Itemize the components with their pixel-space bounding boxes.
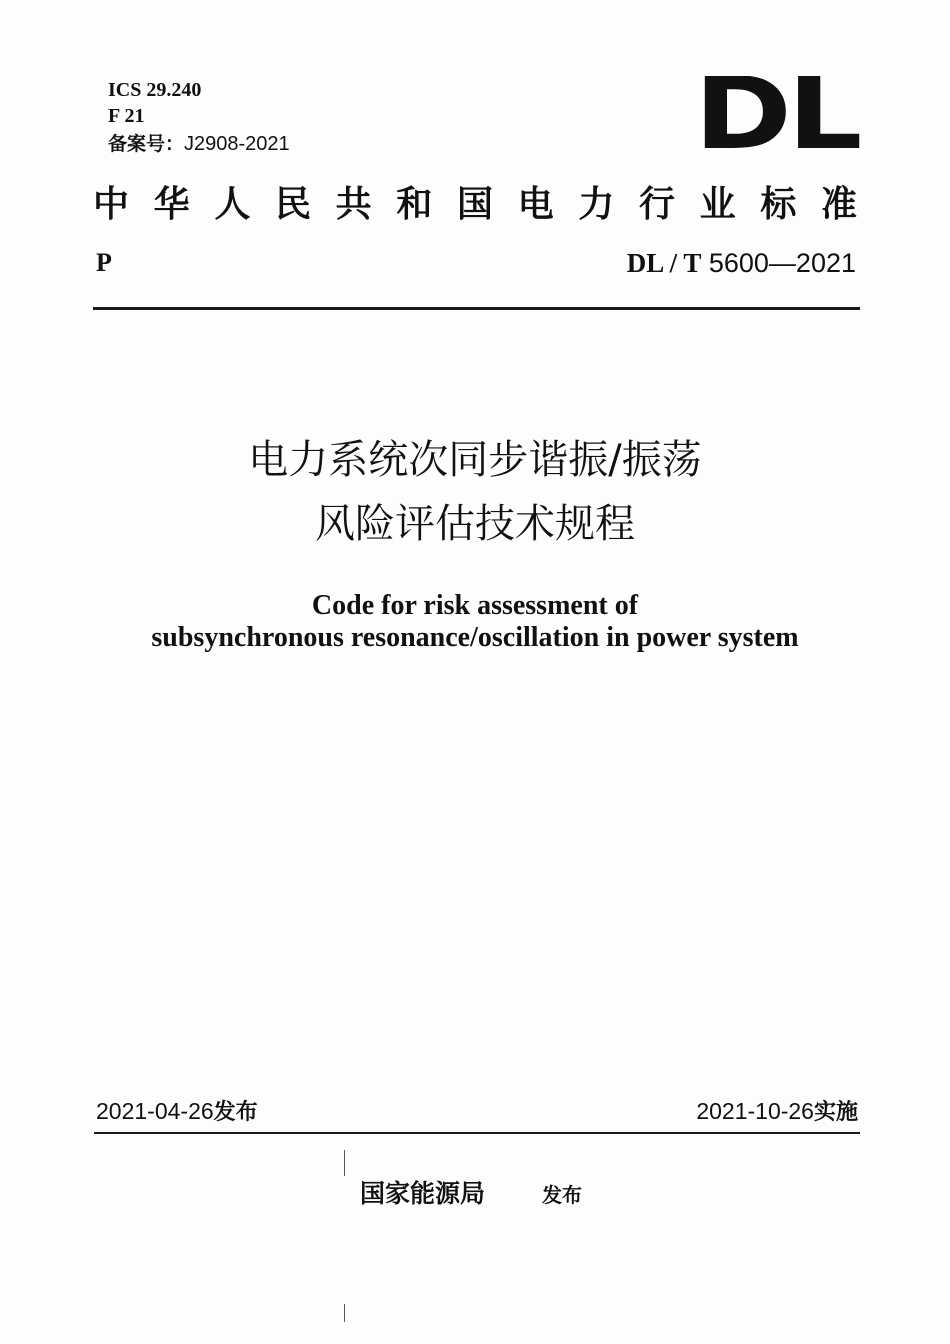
filing-label: 备案号：	[108, 133, 185, 155]
scan-mark	[344, 1150, 345, 1176]
ics-code-text: ICS 29.240	[108, 79, 202, 101]
en-title-line2: subsynchronous resonance/oscillation in power system	[151, 622, 799, 653]
standard-number-prefix: DL / T	[626, 248, 702, 278]
standard-number	[627, 248, 856, 278]
filing-number-value: J2908-2021	[184, 133, 290, 155]
issue-date-value: 2021-04-26	[96, 1098, 214, 1124]
effective-date-label: 实施	[813, 1100, 858, 1125]
cn-title-line2: 风险评估技术规程	[315, 501, 635, 547]
en-title-line1: Code for risk assessment of	[311, 590, 639, 621]
standard-category-title: 中华人民共和国电力行业标准	[93, 183, 857, 225]
publisher-name: 国家能源局	[360, 1179, 486, 1208]
issue-date-label: 发布	[213, 1100, 258, 1125]
dl-logo: DL	[694, 76, 858, 152]
top-divider	[93, 307, 860, 310]
classification-code	[108, 104, 144, 128]
bottom-divider	[94, 1132, 860, 1134]
scan-mark	[344, 1304, 345, 1322]
issue-date	[96, 1096, 258, 1128]
standard-number-value: 5600—2021	[708, 248, 856, 278]
filing-number	[108, 132, 290, 156]
category-code: P	[96, 248, 112, 277]
effective-date	[696, 1096, 858, 1128]
classification-code-text: F 21	[108, 105, 145, 127]
publisher-action: 发布	[542, 1183, 582, 1207]
ics-code	[108, 78, 201, 102]
cn-title-line1: 电力系统次同步谐振/振荡	[248, 437, 702, 483]
effective-date-value: 2021-10-26	[696, 1098, 814, 1124]
